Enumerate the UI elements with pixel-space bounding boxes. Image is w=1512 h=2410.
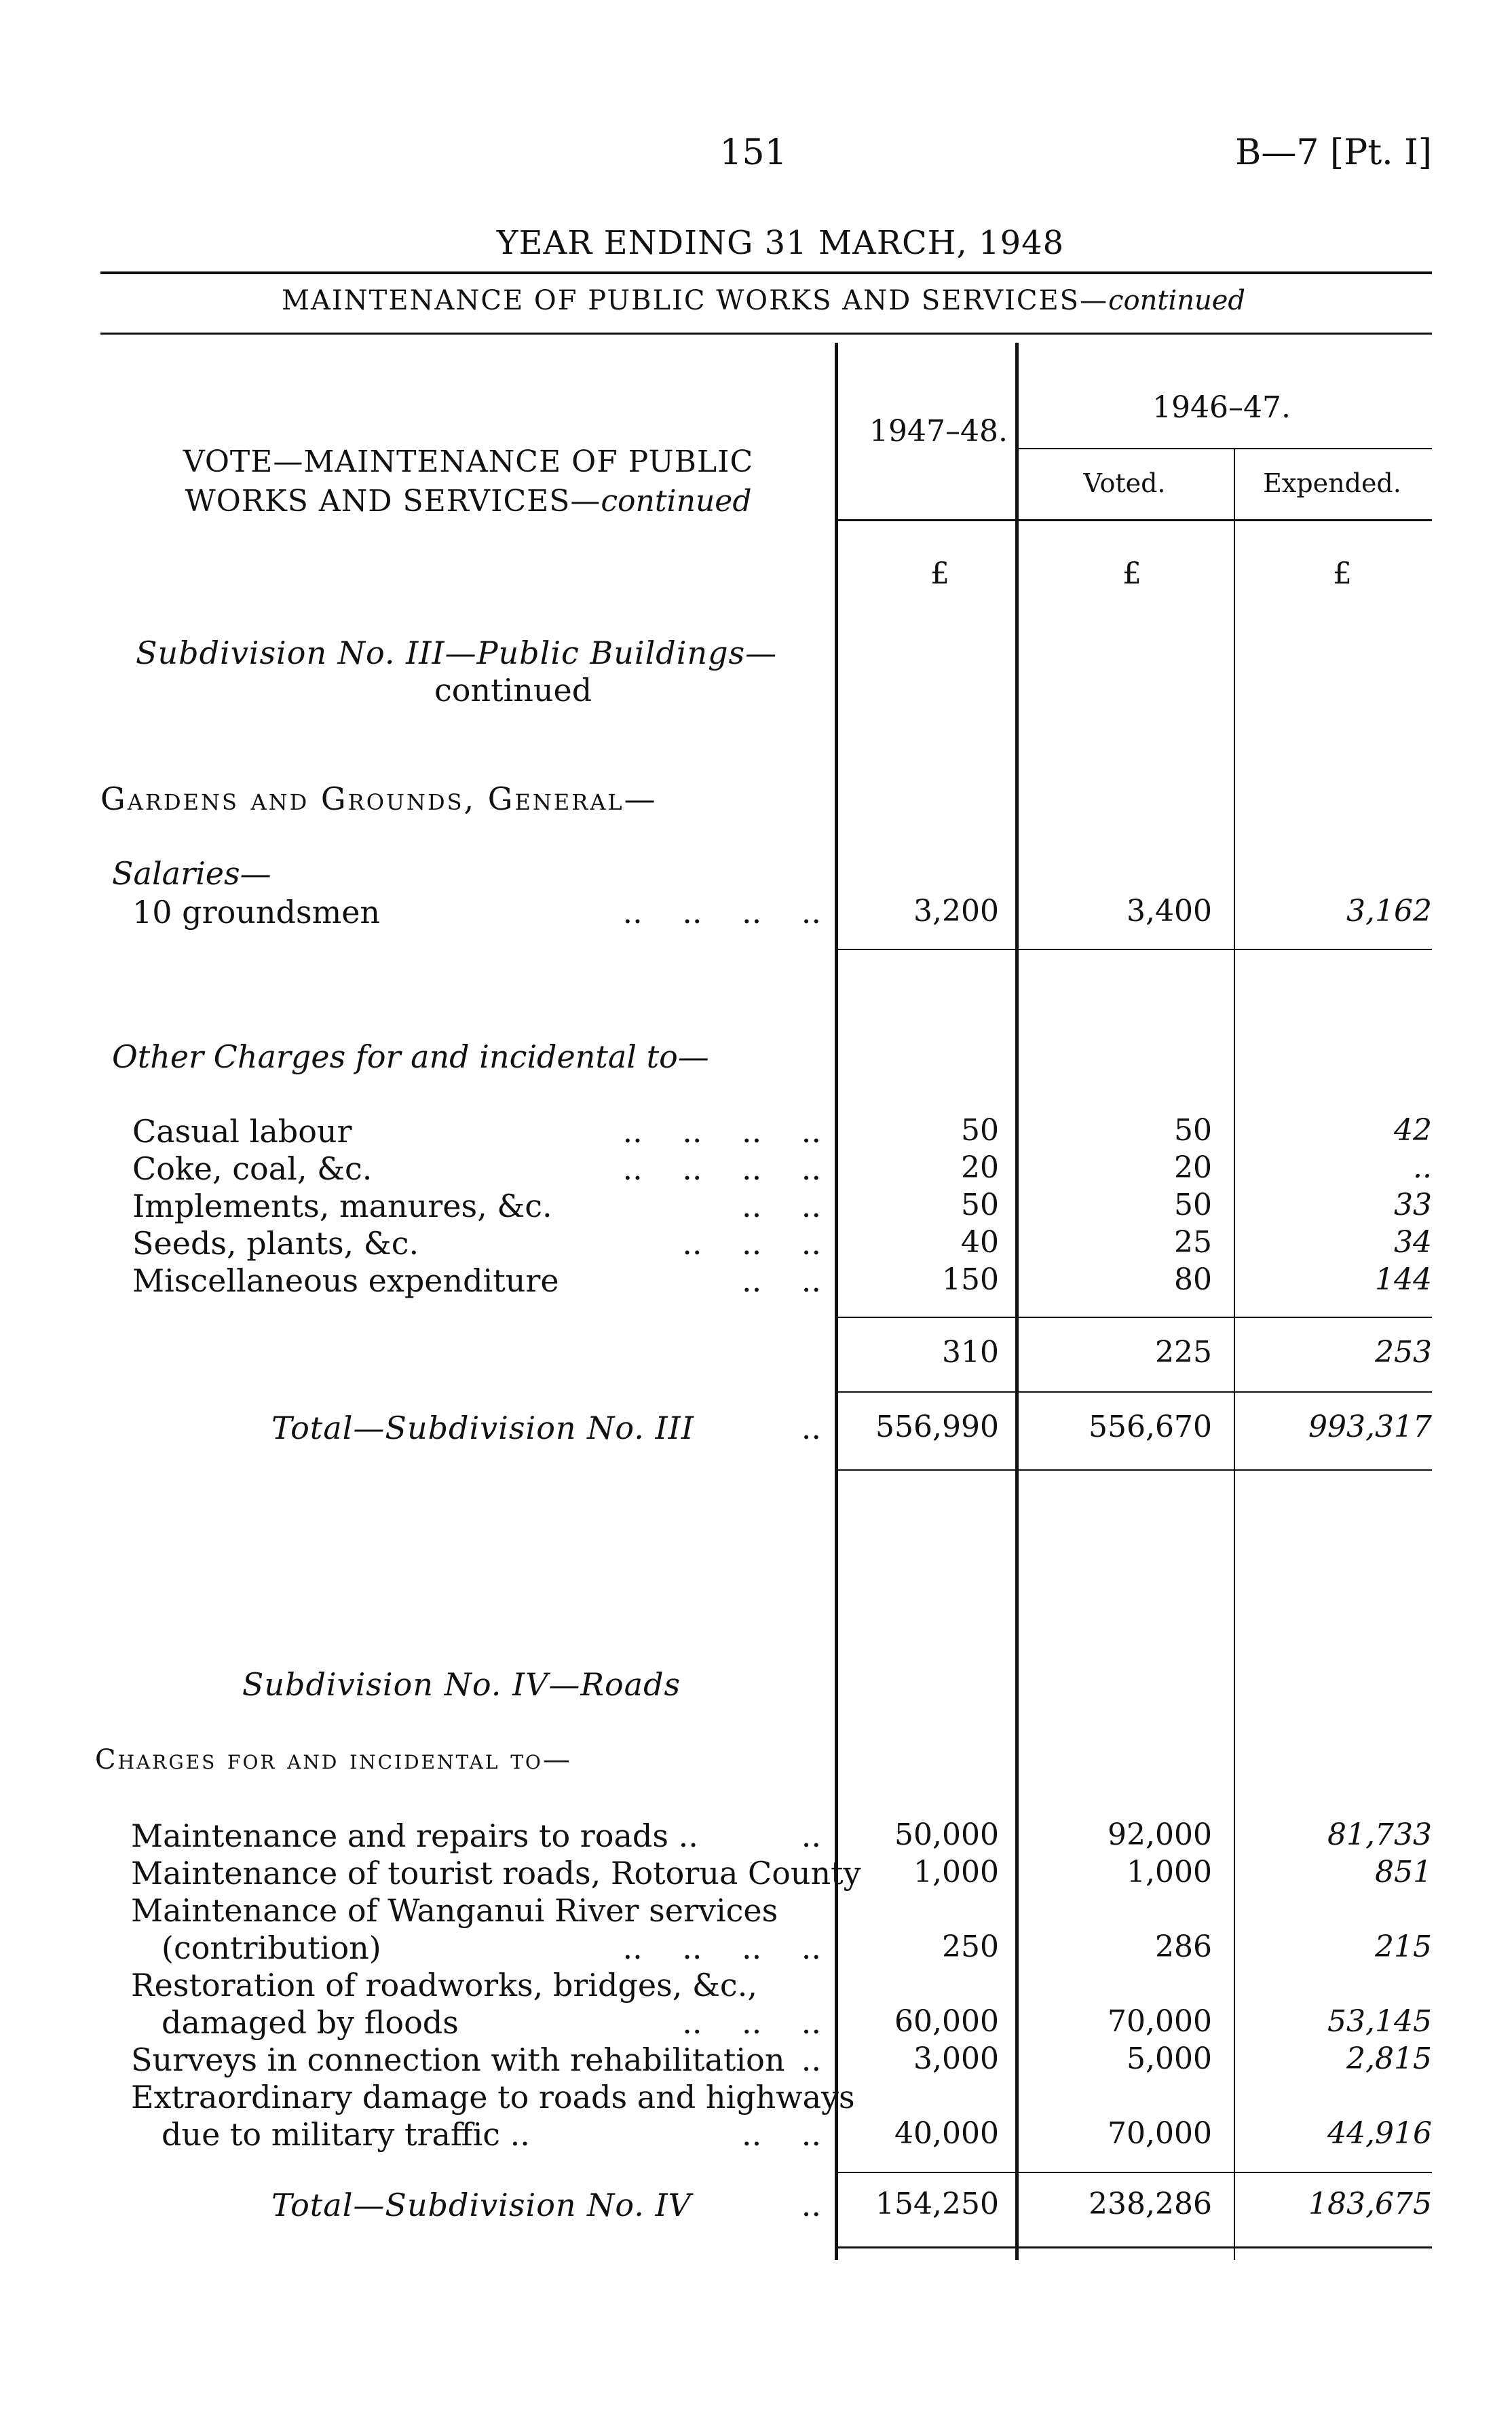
roads-row-label: Maintenance and repairs to roads .. [131, 1818, 698, 1854]
page-subtitle-main: MAINTENANCE OF PUBLIC WORKS AND SERVICES— [282, 285, 1109, 316]
salaries-row-1947-48: 3,200 [913, 894, 999, 928]
other-charges-row-leader: .. .. .. .. [622, 1150, 821, 1187]
other-charges-row-voted: 25 [1174, 1225, 1212, 1260]
roads-row-voted: 286 [1155, 1929, 1212, 1964]
currency-voted: £ [1122, 557, 1141, 591]
roads-row-voted: 70,000 [1108, 2004, 1212, 2039]
other-subtotal-voted: 225 [1155, 1335, 1212, 1370]
column-divider-main [835, 343, 838, 2260]
document-reference: B—7 [Pt. I] [1235, 132, 1432, 173]
charges-heading: Charges for and incidental to— [95, 1744, 572, 1775]
subdivision-iii-total-bottom-rule [836, 1469, 1432, 1471]
other-charges-row-label: Coke, coal, &c. [132, 1150, 373, 1187]
subdivision-iii-heading: Subdivision No. III—Public Buildings— [136, 635, 778, 671]
roads-row-label: Maintenance of tourist roads, Rotorua County [131, 1855, 861, 1891]
salaries-row-label: 10 groundsmen [132, 894, 381, 930]
roads-row-voted: 70,000 [1108, 2116, 1212, 2151]
subdivision-iii-total-label: Total—Subdivision No. III [271, 1410, 695, 1446]
subdivision-iv-total-leader: .. [801, 2187, 821, 2223]
roads-row-1947-48: 3,000 [913, 2041, 999, 2076]
other-charges-row-expended: 33 [1394, 1188, 1432, 1222]
roads-row-expended: 44,916 [1327, 2116, 1432, 2151]
roads-row-expended: 53,145 [1327, 2004, 1432, 2039]
vote-heading-line2 [185, 484, 752, 519]
roads-row-expended: 215 [1375, 1929, 1432, 1964]
salaries-row-expended: 3,162 [1346, 894, 1432, 928]
header-bottom-rule [836, 519, 1432, 521]
roads-row-label: Maintenance of Wanganui River services [131, 1892, 778, 1929]
roads-row-voted: 1,000 [1127, 1855, 1212, 1889]
page-subtitle [282, 285, 1245, 316]
other-charges-row-voted: 20 [1174, 1150, 1212, 1185]
other-charges-row-voted: 50 [1174, 1188, 1212, 1222]
subdivision-iii-total-voted: 556,670 [1089, 1410, 1212, 1444]
title-rule [100, 271, 1432, 274]
roads-row-label: Restoration of roadworks, bridges, &c., [131, 1967, 757, 2003]
other-charges-label: Other Charges for and incidental to— [112, 1038, 709, 1075]
subdivision-iii-heading-continued: continued [434, 672, 592, 709]
gardens-heading: Gardens and Grounds, General— [100, 780, 658, 817]
vote-heading-line2-main: WORKS AND SERVICES— [185, 484, 601, 519]
subdivision-iv-total-expended: 183,675 [1308, 2187, 1432, 2221]
other-charges-row-label: Seeds, plants, &c. [132, 1225, 419, 1262]
other-charges-row-voted: 50 [1174, 1113, 1212, 1148]
roads-row-expended: 2,815 [1346, 2041, 1432, 2076]
other-subtotal-1947-48: 310 [942, 1335, 999, 1370]
other-charges-row-expended: 42 [1394, 1113, 1432, 1148]
header-split-rule [1017, 448, 1432, 449]
roads-row-leader: .. [801, 1818, 821, 1854]
roads-row-1947-48: 40,000 [894, 2116, 999, 2151]
currency-1947-48: £ [930, 557, 949, 591]
column-header-1946-47: 1946–47. [1152, 390, 1291, 425]
salaries-bottom-rule [836, 949, 1432, 950]
other-charges-row-label: Miscellaneous expenditure [132, 1262, 559, 1299]
subdivision-iii-total-1947-48: 556,990 [875, 1410, 999, 1444]
roads-row-expended: 851 [1375, 1855, 1432, 1889]
salaries-row-leader: .. .. .. .. [622, 894, 821, 930]
other-charges-row-expended: 144 [1375, 1262, 1432, 1297]
subdivision-iii-total-expended: 993,317 [1308, 1410, 1432, 1444]
column-divider-expended [1234, 448, 1235, 2260]
other-charges-row-leader: .. .. [742, 1262, 821, 1299]
roads-row-1947-48: 50,000 [894, 1818, 999, 1852]
subdivision-iv-heading: Subdivision No. IV—Roads [242, 1666, 681, 1703]
roads-row-leader: .. .. [742, 2116, 821, 2153]
other-charges-row-label: Implements, manures, &c. [132, 1188, 552, 1224]
subtitle-rule [100, 333, 1432, 335]
other-charges-row-leader: .. .. .. [682, 1225, 821, 1262]
roads-row-label: Surveys in connection with rehabilitation [131, 2041, 785, 2078]
subdivision-iv-total-1947-48: 154,250 [875, 2187, 999, 2221]
vote-heading-line1: VOTE—MAINTENANCE OF PUBLIC [183, 445, 754, 479]
other-subtotal-top-rule [836, 1317, 1432, 1318]
other-charges-row-voted: 80 [1174, 1262, 1212, 1297]
roads-row-voted: 5,000 [1127, 2041, 1212, 2076]
other-charges-row-label: Casual labour [132, 1113, 352, 1150]
roads-row-1947-48: 250 [942, 1929, 999, 1964]
other-charges-row-leader: .. .. [742, 1188, 821, 1224]
subdivision-iv-total-voted: 238,286 [1089, 2187, 1212, 2221]
other-charges-row-1947-48: 50 [961, 1113, 999, 1148]
roads-row-1947-48: 1,000 [913, 1855, 999, 1889]
page-subtitle-italic: continued [1108, 285, 1245, 316]
column-header-voted: Voted. [1083, 468, 1166, 498]
roads-row-expended: 81,733 [1327, 1818, 1432, 1852]
other-charges-row-1947-48: 40 [961, 1225, 999, 1260]
column-header-expended: Expended. [1263, 468, 1401, 498]
subdivision-iv-total-top-rule [836, 2172, 1432, 2173]
column-header-1947-48: 1947–48. [869, 414, 1008, 449]
page-number: 151 [719, 132, 787, 173]
salaries-label: Salaries— [112, 855, 271, 892]
roads-row-leader: .. .. .. [682, 2004, 821, 2041]
other-charges-row-expended: 34 [1394, 1225, 1432, 1260]
subdivision-iii-total-top-rule [836, 1391, 1432, 1393]
other-charges-row-1947-48: 150 [942, 1262, 999, 1297]
vote-heading-line2-italic: continued [601, 484, 752, 519]
salaries-row-voted: 3,400 [1127, 894, 1212, 928]
roads-row-label: damaged by floods [162, 2004, 459, 2041]
other-charges-row-leader: .. .. .. .. [622, 1113, 821, 1150]
roads-row-leader: .. .. .. .. [622, 1929, 821, 1966]
other-charges-row-expended: .. [1413, 1150, 1432, 1185]
other-subtotal-expended: 253 [1375, 1335, 1432, 1370]
other-charges-row-1947-48: 20 [961, 1150, 999, 1185]
page-title: YEAR ENDING 31 MARCH, 1948 [496, 224, 1065, 262]
roads-row-voted: 92,000 [1108, 1818, 1212, 1852]
roads-row-label: due to military traffic .. [162, 2116, 530, 2153]
column-divider-1946 [1015, 343, 1019, 2260]
subdivision-iv-total-bottom-rule [836, 2246, 1432, 2248]
roads-row-1947-48: 60,000 [894, 2004, 999, 2039]
subdivision-iii-total-leader: .. [801, 1410, 821, 1446]
roads-row-label: (contribution) [162, 1929, 381, 1966]
other-charges-row-1947-48: 50 [961, 1188, 999, 1222]
subdivision-iv-total-label: Total—Subdivision No. IV [271, 2187, 692, 2223]
roads-row-label: Extraordinary damage to roads and highways [131, 2079, 855, 2115]
roads-row-leader: .. [801, 2041, 821, 2078]
currency-expended: £ [1333, 557, 1352, 591]
